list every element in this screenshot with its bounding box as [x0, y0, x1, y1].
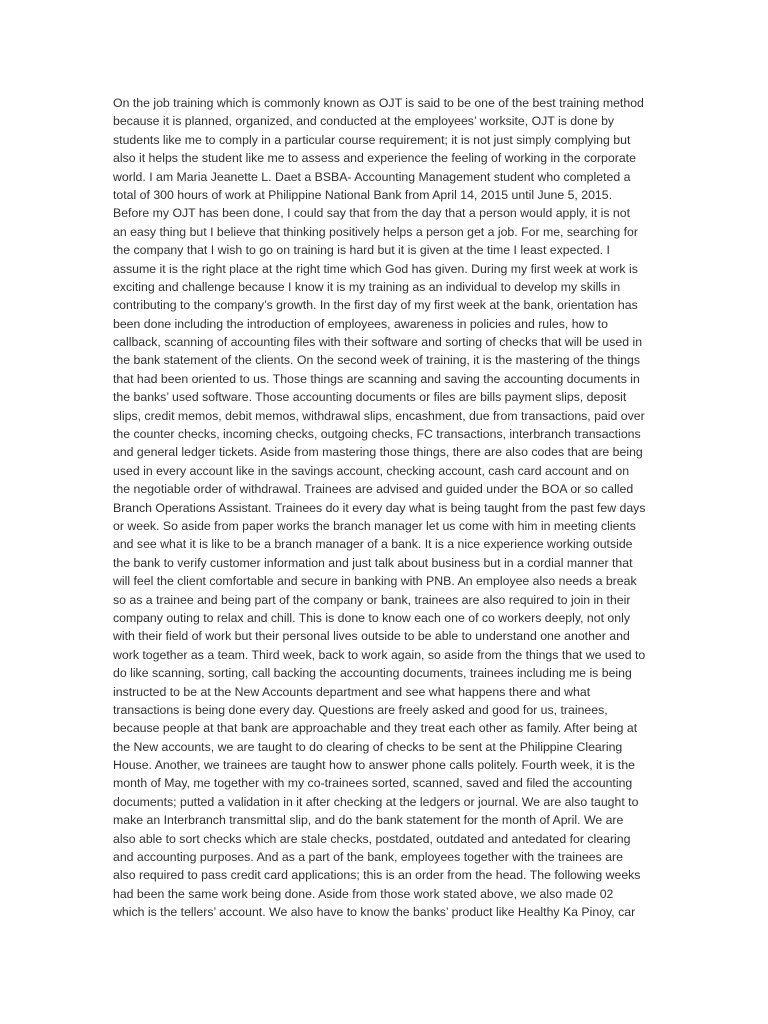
text-line: Before my OJT has been done, I could say that from the day that a person would apply, it is not	[113, 206, 630, 221]
text-line: company outing to relax and chill. This is done to know each one of co workers deeply, not only	[113, 610, 630, 625]
text-line: exciting and challenge because I know it is my training as an individual to develop my skills in	[113, 279, 621, 294]
text-line: used in every account like in the savings account, checking account, cash card account and on	[113, 463, 630, 478]
text-line: been done including the introduction of employees, awareness in policies and rules, how to	[113, 316, 608, 331]
text-line: will feel the client comfortable and secure in banking with PNB. An employee also needs a break	[113, 574, 637, 589]
text-line: and accounting purposes. And as a part of the bank, employees together with the trainees are	[113, 850, 623, 865]
text-line: and see what it is like to be a branch manager of a bank. It is a nice experience working outside	[113, 537, 633, 552]
text-line: House. Another, we trainees are taught how to answer phone calls politely. Fourth week, it is the	[113, 758, 635, 773]
text-line: because people at that bank are approachable and they treat each other as family. After being at	[113, 721, 638, 736]
text-line: the bank statement of the clients. On the second week of training, it is the mastering of the things	[113, 353, 641, 368]
text-line: or week. So aside from paper works the branch manager let us come with him in meeting clients	[113, 518, 636, 533]
text-line: the counter checks, incoming checks, outgoing checks, FC transactions, interbranch transactions	[113, 427, 641, 442]
text-line: students like me to comply in a particular course requirement; it is not just simply complying but	[113, 132, 631, 147]
text-line: work together as a team. Third week, back to work again, so aside from the things that we used to	[113, 647, 646, 662]
text-line: transactions is being done every day. Questions are freely asked and good for us, trainees,	[113, 702, 608, 717]
text-line: world. I am Maria Jeanette L. Daet a BSBA- Accounting Management student who completed a	[113, 169, 631, 184]
text-line: On the job training which is commonly known as OJT is said to be one of the best training method	[113, 96, 644, 110]
text-line: and general ledger tickets. Aside from mastering those things, there are also codes that are being	[113, 445, 643, 460]
text-line: which is the tellers’ account. We also have to know the banks’ product like Healthy Ka Pinoy, car	[113, 905, 636, 920]
text-line: the bank to verify customer information and just talk about business but in a cordial manner that	[113, 555, 633, 570]
text-line: also able to sort checks which are stale checks, postdated, outdated and antedated for clearing	[113, 831, 631, 846]
text-line: make an Interbranch transmittal slip, and do the bank statement for the month of April. We are	[113, 813, 624, 828]
text-line: so as a trainee and being part of the company or bank, trainees are also required to join in their	[113, 592, 631, 607]
text-line: had been the same work being done. Aside from those work stated above, we also made 02	[113, 886, 614, 901]
text-line: documents; putted a validation in it after checking at the ledgers or journal. We are also taught to	[113, 794, 639, 809]
text-line: an easy thing but I believe that thinking positively helps a person get a job. For me, searching for	[113, 224, 638, 239]
text-line: do like scanning, sorting, call backing the accounting documents, trainees including me is being	[113, 666, 632, 681]
text-line: slips, credit memos, debit memos, withdrawal slips, encashment, due from transactions, paid over	[113, 408, 645, 423]
text-line: callback, scanning of accounting files with their software and sorting of checks that will be used in	[113, 335, 643, 350]
text-line: the company that I wish to go on training is hard but it is given at the time I least expected. I	[113, 243, 610, 258]
text-line: assume it is the right place at the right time which God has given. During my first week at work is	[113, 261, 638, 276]
text-line: that had been oriented to us. Those things are scanning and saving the accounting documents in	[113, 371, 640, 386]
text-line: the negotiable order of withdrawal. Trainees are advised and guided under the BOA or so called	[113, 482, 634, 497]
text-line: instructed to be at the New Accounts department and see what happens there and what	[113, 684, 591, 699]
text-line: contributing to the company’s growth. In the first day of my first week at the bank, orientation has	[113, 298, 638, 313]
text-line: Branch Operations Assistant. Trainees do it every day what is being taught from the past few days	[113, 500, 646, 515]
text-line: also required to pass credit card applications; this is an order from the head. The following weeks	[113, 868, 641, 883]
text-line: with their field of work but their personal lives outside to be able to understand one another and	[113, 629, 630, 644]
text-line: because it is planned, organized, and conducted at the employees’ worksite, OJT is done by	[113, 114, 615, 129]
text-line: month of May, me together with my co-trainees sorted, scanned, saved and filed the accounting	[113, 776, 633, 791]
text-line: the New accounts, we are taught to do clearing of checks to be sent at the Philippine Clearing	[113, 739, 623, 754]
text-line: total of 300 hours of work at Philippine National Bank from April 14, 2015 until June 5, 2015.	[113, 187, 613, 202]
body-text	[113, 94, 658, 922]
text-line: the banks’ used software. Those accounting documents or files are bills payment slips, deposit	[113, 390, 627, 405]
text-line: also it helps the student like me to assess and experience the feeling of working in the corporate	[113, 151, 636, 166]
